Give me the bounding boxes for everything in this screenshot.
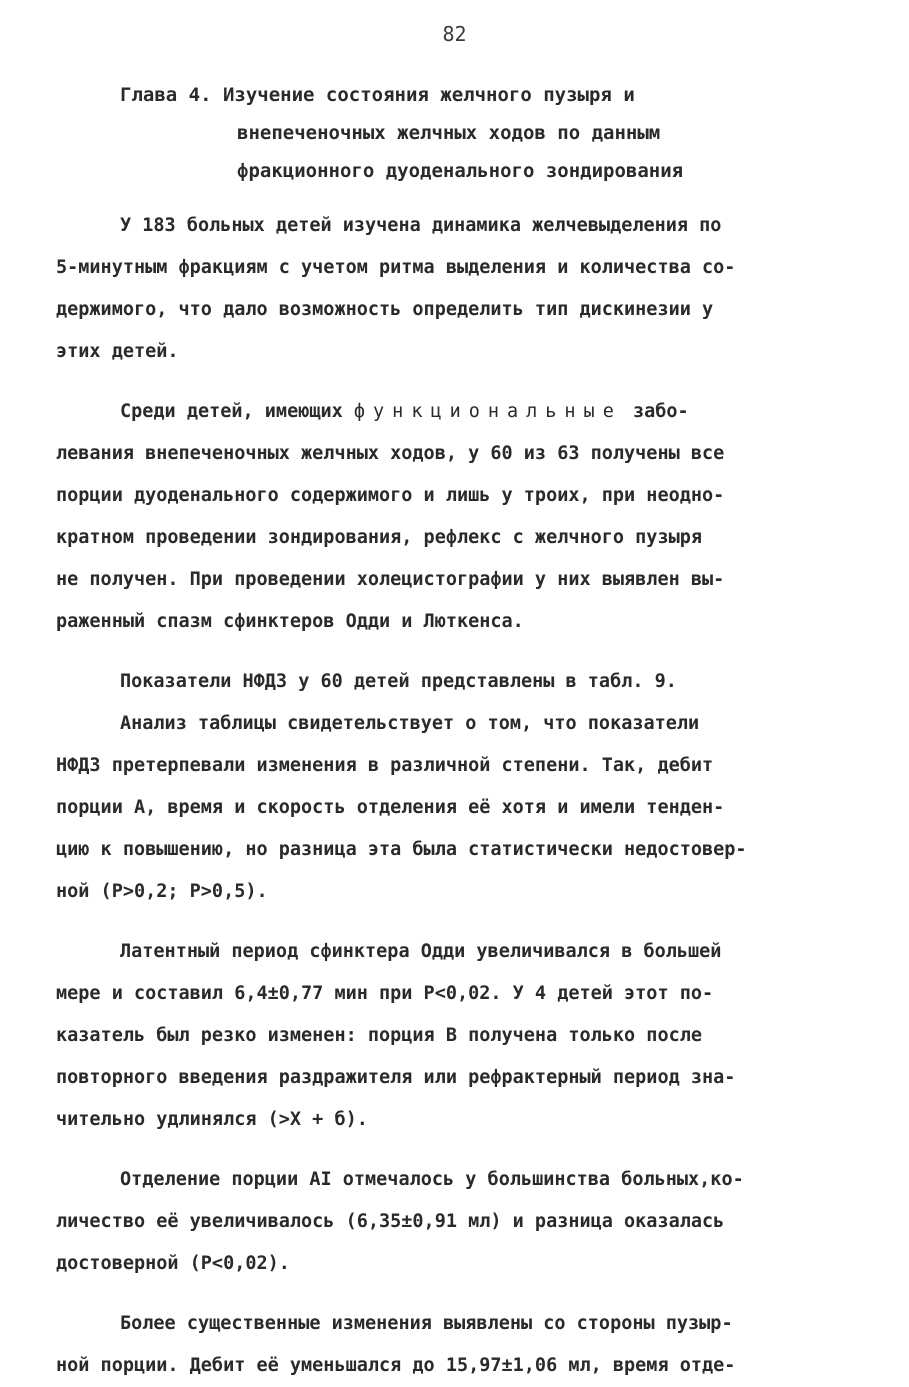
text-line [56,391,846,433]
chapter-heading [120,76,840,190]
text-line: достоверной (P<0,02). [56,1253,290,1274]
text-line: левания внепеченочных желчных ходов, у 60 из 63 получены все [56,443,725,464]
text-line: Показатели НФДЗ у 60 детей представлены в табл. 9. [120,671,677,692]
body-text [56,205,846,1387]
heading-line: внепеченочных желчных ходов по данным [237,122,661,144]
text-line: цию к повышению, но разница эта была статистически недостовер- [56,839,747,860]
paragraph [56,661,846,703]
text-line: этих детей. [56,341,179,362]
text-segment: забо- [621,401,689,422]
text-line: не получен. При проведении холецистографии у них выявлен вы- [56,569,725,590]
text-line: ной порции. Дебит её уменьшался до 15,97±1,06 мл, время отде- [56,1355,736,1376]
paragraph [56,391,846,643]
paragraph [56,1159,846,1285]
text-line: Латентный период сфинктера Одди увеличивался в большей [120,941,722,962]
text-line: чительно удлинялся (>X + б). [56,1109,368,1130]
text-line: мере и составил 6,4±0,77 мин при P<0,02. У 4 детей этот по- [56,983,714,1004]
text-line: личество её увеличивалось (6,35±0,91 мл) и разница оказалась [56,1211,725,1232]
text-segment: Среди детей, имеющих [120,401,354,422]
paragraph [56,931,846,1141]
text-line: раженный спазм сфинктеров Одди и Люткенса. [56,611,524,632]
page-number: 82 [442,22,467,46]
text-line: порции дуоденального содержимого и лишь у троих, при неодно- [56,485,725,506]
heading-line: фракционного дуоденального зондирования [237,160,684,182]
text-line: НФДЗ претерпевали изменения в различной степени. Так, дебит [56,755,714,776]
text-line: ной (P>0,2; P>0,5). [56,881,268,902]
text-line: казатель был резко изменен: порция В получена только после [56,1025,703,1046]
text-line: Отделение порции AI отмечалось у большинства больных,ко- [120,1169,744,1190]
text-line: У 183 больных детей изучена динамика желчевыделения по [120,215,722,236]
paragraph [56,703,846,913]
text-line: кратном проведении зондирования, рефлекс с желчного пузыря [56,527,703,548]
spaced-emphasis: функциональные [353,401,622,422]
text-line: порции А, время и скорость отделения её хотя и имели тенден- [56,797,725,818]
heading-line: Глава 4. Изучение состояния желчного пузыря и [120,84,635,106]
text-line: держимого, что дало возможность определить тип дискинезии у [56,299,714,320]
paragraph [56,1303,846,1387]
text-line: повторного введения раздражителя или рефрактерный период зна- [56,1067,736,1088]
text-line: Анализ таблицы свидетельствует о том, что показатели [120,713,700,734]
paragraph [56,205,846,373]
text-line: Более существенные изменения выявлены со стороны пузыр- [120,1313,733,1334]
text-line: 5-минутным фракциям с учетом ритма выделения и количества со- [56,257,736,278]
